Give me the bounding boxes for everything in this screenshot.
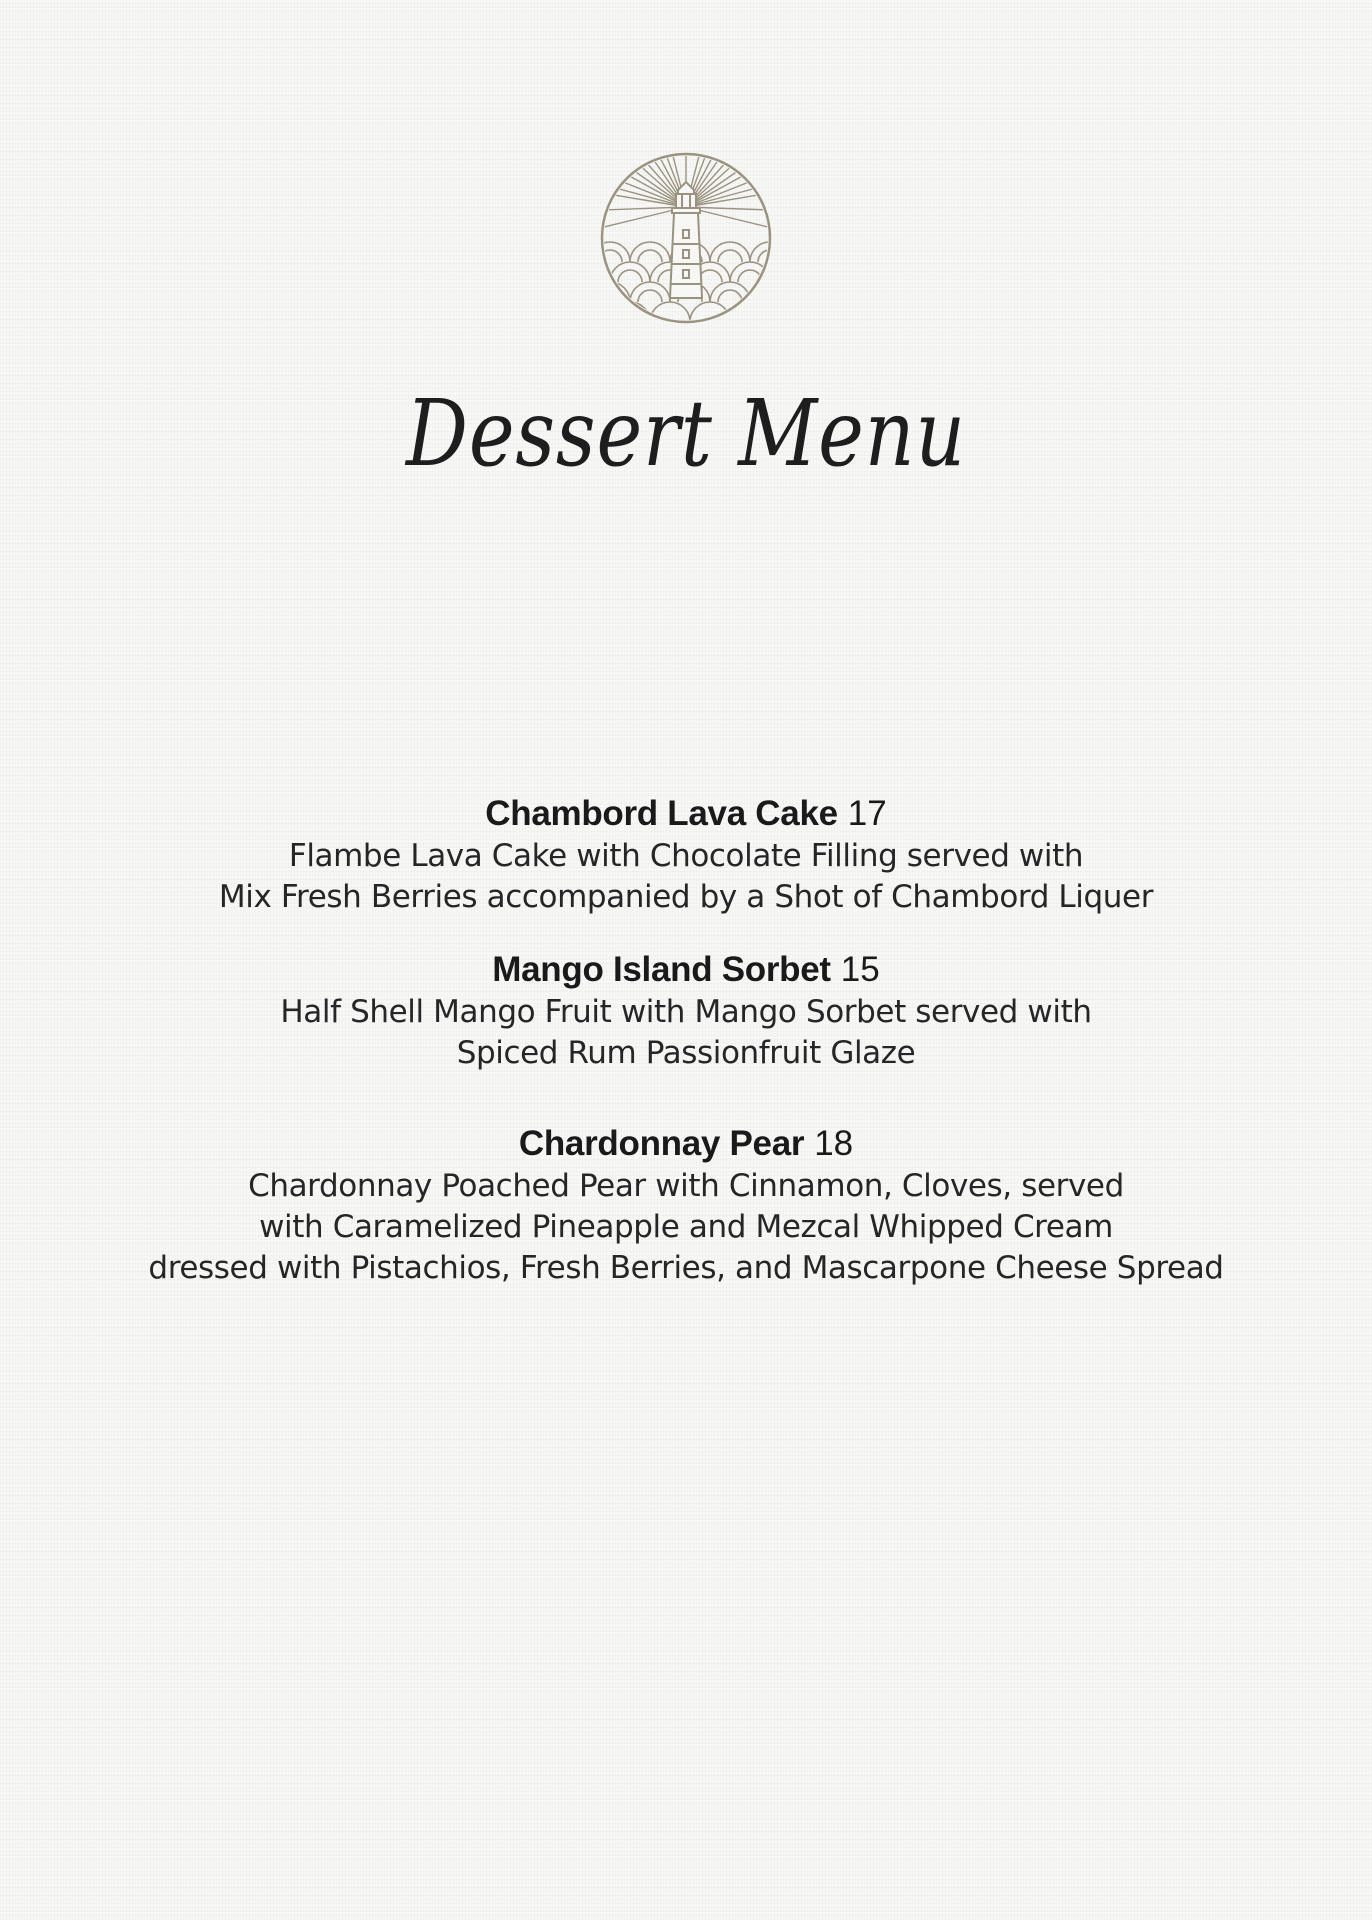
menu-item-description [0, 836, 1372, 918]
dessert-list [0, 792, 1372, 1289]
description-line: Chardonnay Poached Pear with Cinnamon, Cloves, served [248, 1168, 1124, 1204]
menu-item [0, 948, 1372, 1074]
page-title-text: Dessert Menu [404, 380, 966, 487]
menu-item-price: 17 [847, 794, 887, 833]
lighthouse-logo-icon [600, 152, 772, 324]
menu-item-price: 18 [814, 1124, 854, 1163]
description-line: Spiced Rum Passionfruit Glaze [456, 1035, 916, 1071]
menu-item-description [0, 1166, 1372, 1289]
page-title [380, 370, 992, 495]
menu-item-name: Chardonnay Pear [518, 1124, 805, 1163]
menu-item-price: 15 [840, 950, 880, 989]
menu-item-heading [0, 792, 1372, 836]
menu-item-description [0, 992, 1372, 1074]
description-line: with Caramelized Pineapple and Mezcal Whipped Cream [259, 1209, 1113, 1245]
menu-item [0, 792, 1372, 918]
menu-item-heading [0, 1122, 1372, 1166]
description-line: dressed with Pistachios, Fresh Berries, and Mascarpone Cheese Spread [148, 1250, 1224, 1286]
description-line: Half Shell Mango Fruit with Mango Sorbet served with [280, 994, 1092, 1030]
menu-item-name: Mango Island Sorbet [492, 950, 831, 989]
menu-item-heading [0, 948, 1372, 992]
description-line: Mix Fresh Berries accompanied by a Shot of Chambord Liquer [218, 879, 1154, 915]
menu-item [0, 1122, 1372, 1289]
description-line: Flambe Lava Cake with Chocolate Filling served with [288, 838, 1084, 874]
menu-item-name: Chambord Lava Cake [485, 794, 838, 833]
